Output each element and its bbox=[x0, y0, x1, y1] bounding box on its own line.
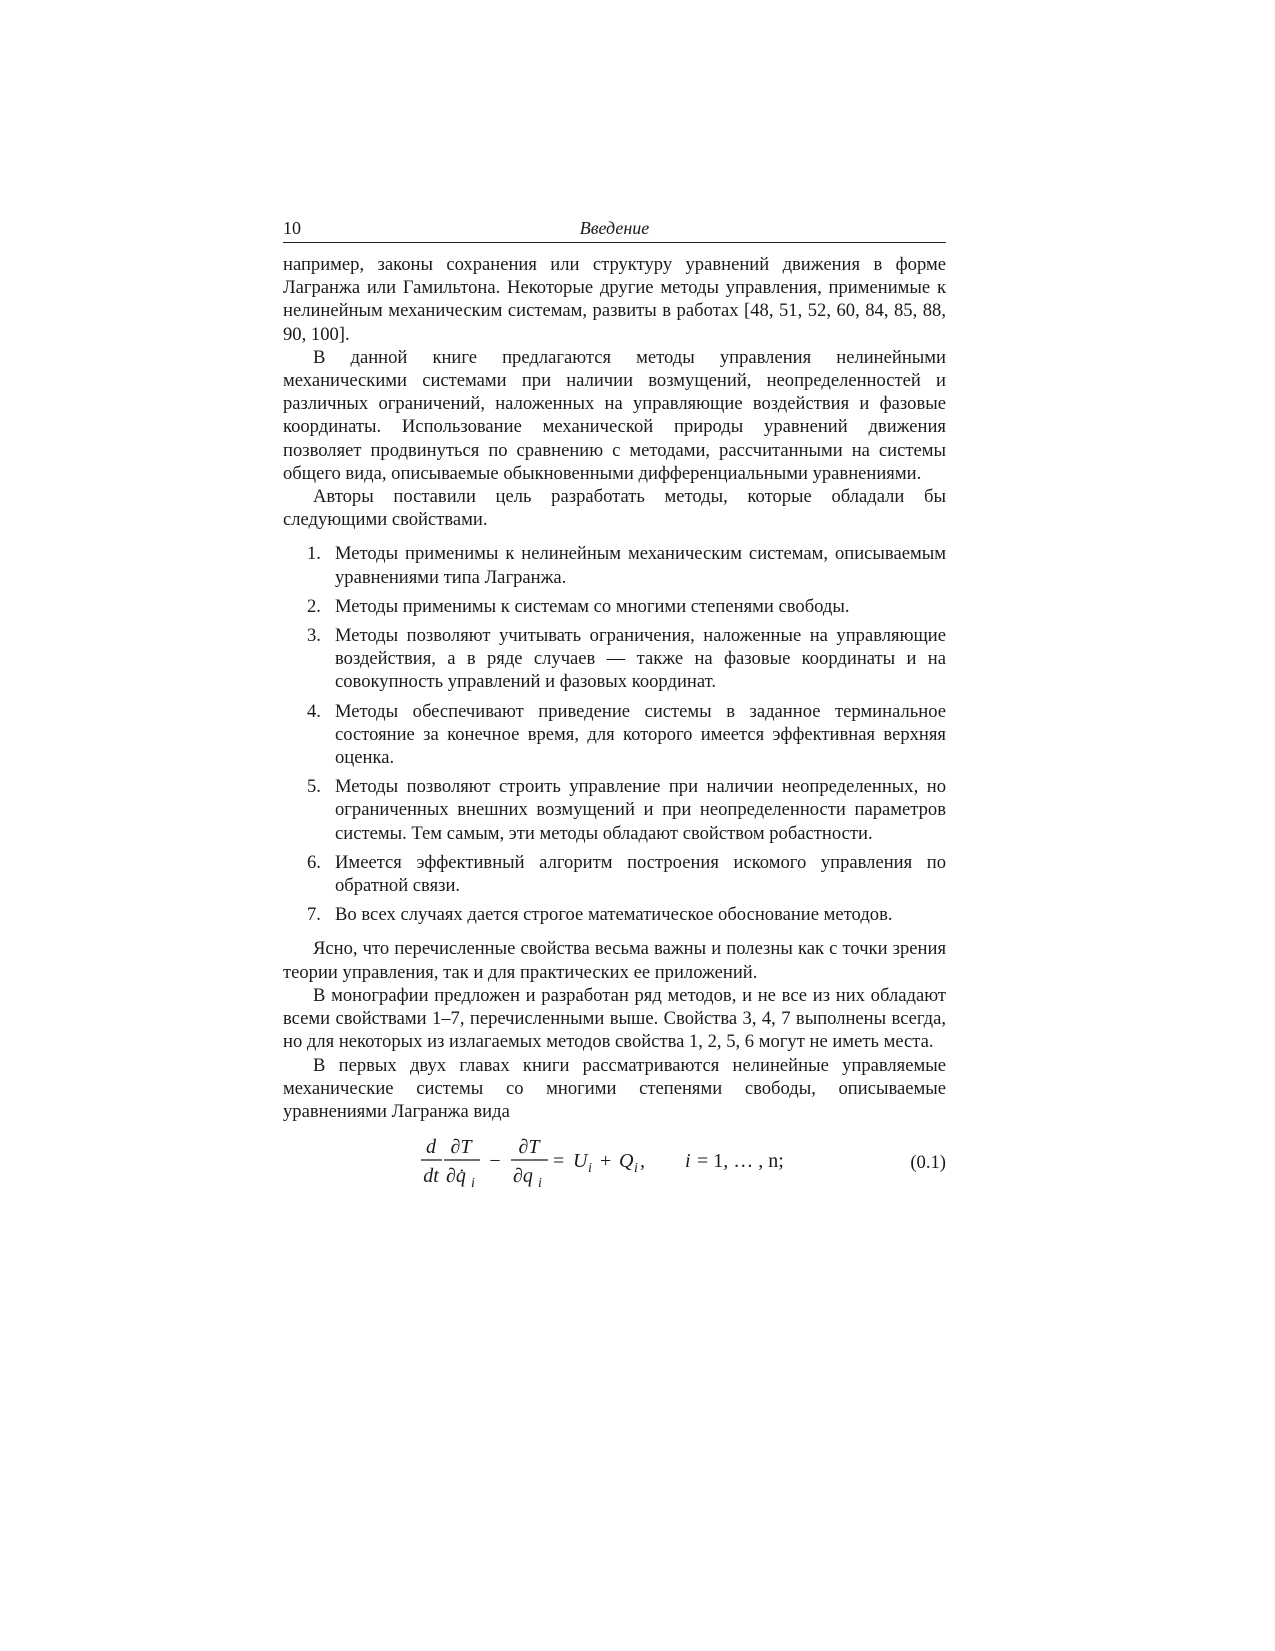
index-variable: i bbox=[685, 1150, 691, 1173]
body-text bbox=[283, 253, 946, 1195]
list-item bbox=[283, 700, 946, 770]
index-range: = 1, … , n; bbox=[697, 1150, 784, 1173]
running-header bbox=[283, 216, 946, 243]
lagrange-equation bbox=[283, 1131, 946, 1195]
list-item-number: 5. bbox=[307, 776, 321, 798]
disturbance-q-subscript: i bbox=[634, 1161, 638, 1177]
control-u-subscript: i bbox=[588, 1161, 592, 1177]
fraction-dt-denominator: dt bbox=[423, 1165, 439, 1188]
list-item-text: Методы обеспечивают приведение системы в заданное терминальное состояние за конечное время, для которого имеется эффективная верхняя оценка. bbox=[335, 700, 946, 769]
partial-q-denominator: ∂q bbox=[513, 1165, 533, 1188]
properties-list bbox=[283, 542, 946, 926]
list-item-number: 3. bbox=[307, 625, 321, 647]
disturbance-q: Q bbox=[619, 1150, 634, 1173]
partial-qdot-denominator: ∂q̇ bbox=[446, 1165, 466, 1188]
list-item-text: Во всех случаях дается строгое математическое обоснование методов. bbox=[335, 904, 893, 926]
paragraph-continuation: например, законы сохранения или структуру уравнений движения в форме Лагранжа или Гамильтона. Некоторые другие методы управления, применимые к нелинейным механическим системам, развиты в работах [48, 51, 52, 60, 84, 85, 88, 90, 100]. bbox=[283, 254, 946, 345]
list-item-number: 4. bbox=[307, 700, 321, 722]
book-page bbox=[283, 216, 946, 1195]
paragraph-monograph-methods: В монографии предложен и разработан ряд методов, и не все из них обладают всеми свойствами 1–7, перечисленными выше. Свойства 3, 4, 7 выполнены всегда, но для некоторых из излагаемых методов свойства 1, 2, 5, 6 могут не иметь места. bbox=[283, 984, 946, 1053]
list-item-text: Методы применимы к нелинейным механическим системам, описываемым уравнениями типа Лагранжа. bbox=[335, 543, 946, 588]
paragraph-authors-goal: Авторы поставили цель разработать методы, которые обладали бы следующими свойствами. bbox=[283, 486, 946, 531]
paragraph-properties-importance: Ясно, что перечисленные свойства весьма важны и полезны как с точки зрения теории управления, так и для практических ее приложений. bbox=[283, 938, 946, 983]
list-item-number: 2. bbox=[307, 595, 321, 617]
paragraph-book-methods: В данной книге предлагаются методы управления нелинейными механическими системами при наличии возмущений, неопределенностей и различных ограничений, наложенных на управляющие воздействия и фазовые координаты. Использование механической природы уравнений движения позволяет продвинуться по сравнению с методами, рассчитанными на системы общего вида, описываемые обыкновенными дифференциальными уравнениями. bbox=[283, 346, 946, 484]
partial-q-subscript: i bbox=[538, 1176, 542, 1192]
list-item bbox=[283, 542, 946, 588]
page-number: 10 bbox=[283, 218, 301, 238]
paragraph-first-chapters: В первых двух главах книги рассматриваются нелинейные управляемые механические системы со многими степенями свободы, описываемые уравнениями Лагранжа вида bbox=[283, 1054, 946, 1122]
list-item-text: Методы позволяют строить управление при наличии неопределенных, но ограниченных внешних возмущений и при неопределенности параметров системы. Тем самым, эти методы обладают свойством робастности. bbox=[335, 776, 946, 844]
comma: , bbox=[640, 1150, 645, 1173]
plus-sign: + bbox=[600, 1150, 612, 1173]
minus-sign: − bbox=[489, 1150, 501, 1173]
list-item-text: Имеется эффективный алгоритм построения искомого управления по обратной связи. bbox=[335, 851, 946, 897]
equation-number: (0.1) bbox=[910, 1152, 946, 1174]
control-u: U bbox=[573, 1150, 588, 1173]
list-item-number: 1. bbox=[307, 543, 321, 565]
list-item-text: Методы позволяют учитывать ограничения, наложенные на управляющие воздействия, а в ряде случаев — также на фазовые координаты и на совокупность управлений и фазовых координат. bbox=[335, 625, 946, 693]
list-item bbox=[283, 851, 946, 897]
list-item bbox=[283, 595, 946, 618]
partial-t-numerator: ∂T bbox=[518, 1136, 540, 1159]
partial-qdot-subscript: i bbox=[471, 1176, 475, 1192]
partial-t-numerator: ∂T bbox=[450, 1136, 472, 1159]
section-title: Введение bbox=[579, 218, 650, 238]
list-item bbox=[283, 903, 946, 926]
fraction-d-numerator: d bbox=[426, 1136, 436, 1159]
list-item bbox=[283, 775, 946, 845]
list-item-text: Методы применимы к системам со многими степенями свободы. bbox=[335, 595, 850, 617]
list-item-number: 6. bbox=[307, 851, 321, 873]
equals-sign: = bbox=[553, 1150, 565, 1173]
list-item-number: 7. bbox=[307, 904, 321, 926]
list-item bbox=[283, 624, 946, 694]
equation-formula bbox=[283, 1131, 883, 1195]
